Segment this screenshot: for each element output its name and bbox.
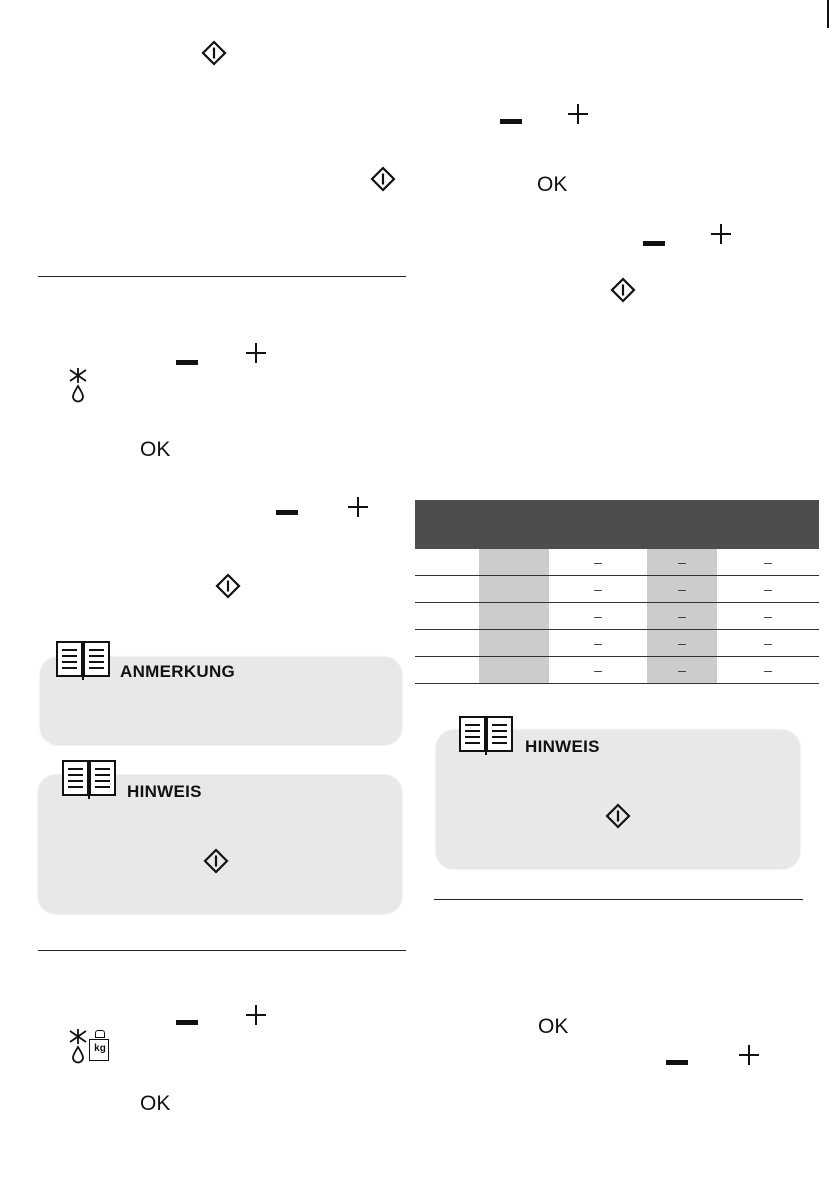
table-cell: – — [549, 549, 647, 576]
minus-icon — [176, 1020, 198, 1025]
start-icon — [610, 277, 636, 303]
table-cell — [415, 603, 479, 630]
table-cell — [479, 630, 549, 657]
minus-icon — [643, 241, 665, 246]
start-icon — [215, 573, 241, 599]
table-cell — [415, 630, 479, 657]
start-icon — [201, 40, 227, 66]
ok-button-label: OK — [537, 173, 568, 196]
defrost-icon — [66, 367, 90, 403]
table-header-cell — [479, 500, 549, 549]
table-cell: – — [647, 603, 717, 630]
table-cell — [479, 603, 549, 630]
table-cell: – — [549, 603, 647, 630]
table-cell: – — [647, 630, 717, 657]
note-label-hinweis: HINWEIS — [525, 737, 600, 756]
table-cell: – — [647, 657, 717, 684]
table-row — [415, 576, 819, 603]
table-row — [415, 549, 819, 576]
table-header-cell — [647, 500, 717, 549]
table-cell: – — [717, 630, 819, 657]
table-cell: – — [549, 630, 647, 657]
section-divider — [38, 950, 406, 951]
table-cell: – — [647, 549, 717, 576]
table-cell — [415, 549, 479, 576]
defrost-table — [415, 500, 819, 684]
page-edge-mark — [827, 0, 829, 28]
plus-icon — [348, 497, 368, 517]
table-cell — [415, 657, 479, 684]
table-cell: – — [717, 549, 819, 576]
minus-icon — [176, 360, 198, 365]
table-row — [415, 657, 819, 684]
table-cell — [479, 657, 549, 684]
table-header-cell — [549, 500, 647, 549]
note-label-anmerkung: ANMERKUNG — [120, 662, 236, 681]
plus-icon — [246, 1005, 266, 1025]
table-row — [415, 630, 819, 657]
start-icon — [203, 848, 229, 874]
section-divider — [38, 276, 406, 277]
ok-button-label: OK — [140, 1092, 171, 1115]
table-cell: – — [717, 657, 819, 684]
ok-button-label: OK — [140, 438, 171, 461]
table-cell: – — [647, 576, 717, 603]
table-cell: – — [549, 576, 647, 603]
defrost-icon — [66, 1028, 90, 1064]
table-cell — [479, 576, 549, 603]
weight-icon — [89, 1030, 111, 1062]
book-icon — [61, 759, 117, 799]
table-cell: – — [717, 576, 819, 603]
book-icon — [458, 715, 514, 755]
plus-icon — [711, 224, 731, 244]
weight-unit-label: kg — [94, 1043, 106, 1054]
table-cell: – — [717, 603, 819, 630]
table-header-cell — [717, 500, 819, 549]
plus-icon — [246, 343, 266, 363]
plus-icon — [568, 104, 588, 124]
start-icon — [605, 803, 631, 829]
table-row — [415, 603, 819, 630]
minus-icon — [276, 510, 298, 515]
table-cell — [415, 576, 479, 603]
plus-icon — [739, 1045, 759, 1065]
start-icon — [370, 166, 396, 192]
table-cell — [479, 549, 549, 576]
minus-icon — [500, 119, 522, 124]
book-icon — [55, 640, 111, 680]
note-label-hinweis: HINWEIS — [127, 782, 202, 801]
table-cell: – — [549, 657, 647, 684]
minus-icon — [666, 1060, 688, 1065]
section-divider — [434, 899, 803, 900]
table-header-row — [415, 500, 819, 549]
table-header-cell — [415, 500, 479, 549]
ok-button-label: OK — [538, 1015, 569, 1038]
